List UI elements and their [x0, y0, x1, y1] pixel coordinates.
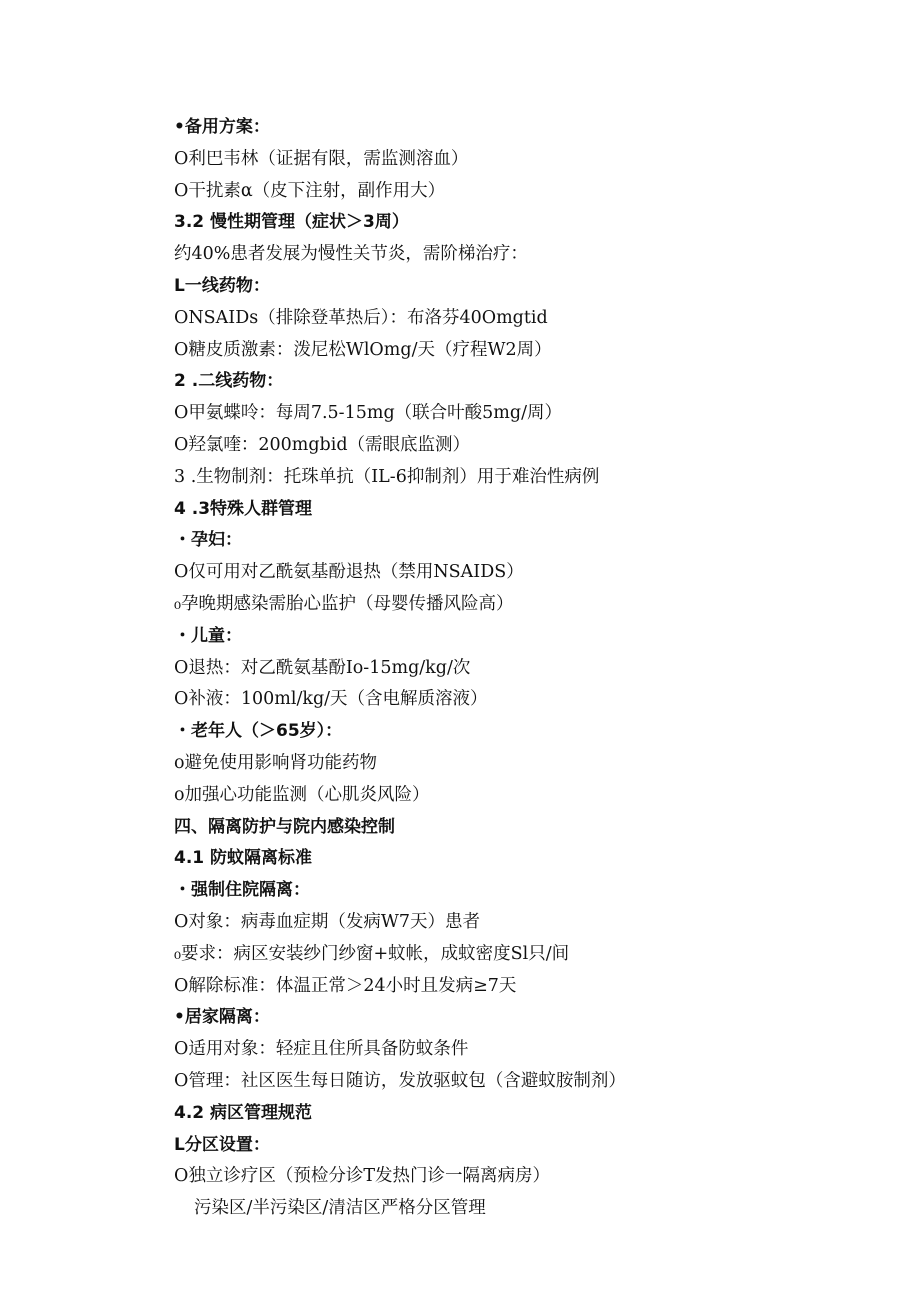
list-item: O管理：社区医生每日随访，发放驱蚊包（含避蚊胺制剂） — [174, 1070, 626, 1091]
paragraph: 约40%患者发展为慢性关节炎，需阶梯治疗： — [174, 244, 528, 265]
chapter-heading-4: 四、隔离防护与院内感染控制 — [174, 816, 395, 837]
bullet-heading-hospital-isolation: ・强制住院隔离： — [174, 880, 310, 901]
list-item: ONSAIDs（排除登革热后）：布洛芬40Omgtid — [174, 307, 548, 328]
bullet-heading-elderly: ・老年人（＞65岁）： — [174, 721, 343, 742]
section-heading-4-3: 4 .3特殊人群管理 — [174, 498, 313, 519]
list-item: O干扰素α（皮下注射，副作用大） — [174, 180, 446, 201]
subheading-zoning: L分区设置： — [174, 1134, 270, 1155]
subheading-first-line-drugs: L一线药物： — [174, 275, 270, 296]
section-heading-4-2: 4.2 病区管理规范 — [174, 1102, 313, 1123]
list-item: o避免使用影响肾功能药物 — [174, 752, 378, 773]
list-item: O羟氯喹：200mgbid（需眼底监测） — [174, 434, 471, 455]
list-item: O对象：病毒血症期（发病W7天）患者 — [174, 911, 480, 932]
list-item: O退热：对乙酰氨基酚Io-15mg/kg/次 — [174, 657, 471, 678]
list-item: O适用对象：轻症且住所具备防蚊条件 — [174, 1039, 469, 1060]
list-item: ₀孕晚期感染需胎心监护（母婴传播风险高） — [174, 593, 514, 614]
biologics-line: 3 .生物制剂：托珠单抗（IL-6抑制剂）用于难治性病例 — [174, 466, 600, 487]
list-item: O甲氨蝶呤：每周7.5-15mg（联合叶酸5mg/周） — [174, 403, 562, 424]
list-item: 污染区/半污染区/清洁区严格分区管理 — [194, 1198, 486, 1219]
section-heading-4-1: 4.1 防蚊隔离标准 — [174, 848, 313, 869]
subheading-second-line-drugs: 2 .二线药物： — [174, 371, 284, 392]
bullet-heading-pregnant: ・孕妇： — [174, 530, 242, 551]
list-item: O利巴韦林（证据有限，需监测溶血） — [174, 148, 469, 169]
list-item: o加强心功能监测（心肌炎风险） — [174, 784, 430, 805]
list-item: O糖皮质激素：泼尼松WlOmg/天（疗程W2周） — [174, 339, 552, 360]
list-item: O独立诊疗区（预检分诊T发热门诊一隔离病房） — [174, 1166, 551, 1187]
document-body — [174, 112, 874, 1225]
bullet-heading-children: ・儿童： — [174, 625, 242, 646]
list-item: O仅可用对乙酰氨基酚退热（禁用NSAIDS） — [174, 562, 524, 583]
list-item: O补液：100ml/kg/天（含电解质溶液） — [174, 689, 488, 710]
list-item: ₀要求：病区安装纱门纱窗+蚊帐，成蚊密度Sl只/间 — [174, 943, 570, 964]
list-item: O解除标准：体温正常＞24小时且发病≥7天 — [174, 975, 517, 996]
bullet-heading-backup-plan: •备用方案： — [174, 117, 270, 137]
section-heading-3-2: 3.2 慢性期管理（症状＞3周） — [174, 212, 409, 233]
bullet-heading-home-isolation: •居家隔离： — [174, 1007, 270, 1028]
